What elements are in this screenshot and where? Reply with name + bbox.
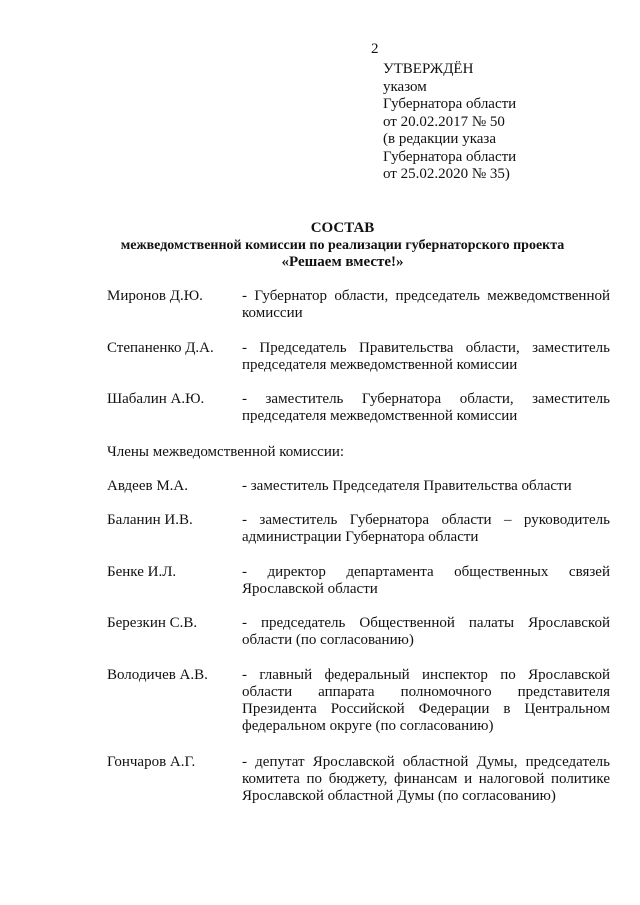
page-number: 2: [371, 41, 379, 57]
member-role: - директор департамента общественных связей Ярославской области: [242, 564, 610, 597]
members-section-label: Члены межведомственной комиссии:: [107, 444, 345, 460]
approval-stamp: [383, 61, 633, 184]
member-name: Березкин С.В.: [107, 615, 198, 631]
member-role: - заместитель Губернатора области – руководитель администрации Губернатора области: [242, 512, 610, 545]
approval-line: Губернатора области: [383, 96, 517, 112]
member-role: - заместитель Губернатора области, заместитель председателя межведомственной комиссии: [242, 391, 610, 424]
member-name: Миронов Д.Ю.: [107, 288, 203, 304]
approval-line: от 25.02.2020 № 35): [383, 166, 510, 182]
member-role: - заместитель Председателя Правительства области: [242, 478, 572, 494]
member-role: - Председатель Правительства области, заместитель председателя межведомственной комиссии: [242, 340, 610, 373]
member-name: Бенке И.Л.: [107, 564, 177, 580]
approval-line: Губернатора области: [383, 148, 517, 165]
member-name: Шабалин А.Ю.: [107, 391, 205, 407]
member-name: Володичев А.В.: [107, 667, 208, 683]
approval-line: указом: [383, 78, 427, 95]
approval-line: УТВЕРЖДЁН: [383, 61, 474, 77]
approval-line: (в редакции указа: [383, 131, 496, 147]
document-title: СОСТАВ: [310, 220, 375, 236]
member-name: Гончаров А.Г.: [107, 754, 196, 770]
project-name: «Решаем вместе!»: [281, 254, 404, 270]
member-role: - Губернатор области, председатель межведомственной комиссии: [242, 288, 610, 321]
member-name: Авдеев М.А.: [107, 478, 188, 494]
member-name: Степаненко Д.А.: [107, 340, 214, 356]
member-role: - депутат Ярославской областной Думы, председатель комитета по бюджету, финансам и налоговой политике Ярославской областной Думы (по согласованию): [242, 754, 610, 804]
document-subtitle: межведомственной комиссии по реализации губернаторского проекта: [120, 238, 565, 253]
member-name: Баланин И.В.: [107, 512, 193, 528]
member-role: - председатель Общественной палаты Ярославской области (по согласованию): [242, 615, 610, 648]
member-role: - главный федеральный инспектор по Ярославской области аппарата полномочного представителя Президента Российской Федерации в Центральном федеральном округе (по согласованию): [242, 667, 610, 734]
approval-line: от 20.02.2017 № 50: [383, 113, 505, 130]
